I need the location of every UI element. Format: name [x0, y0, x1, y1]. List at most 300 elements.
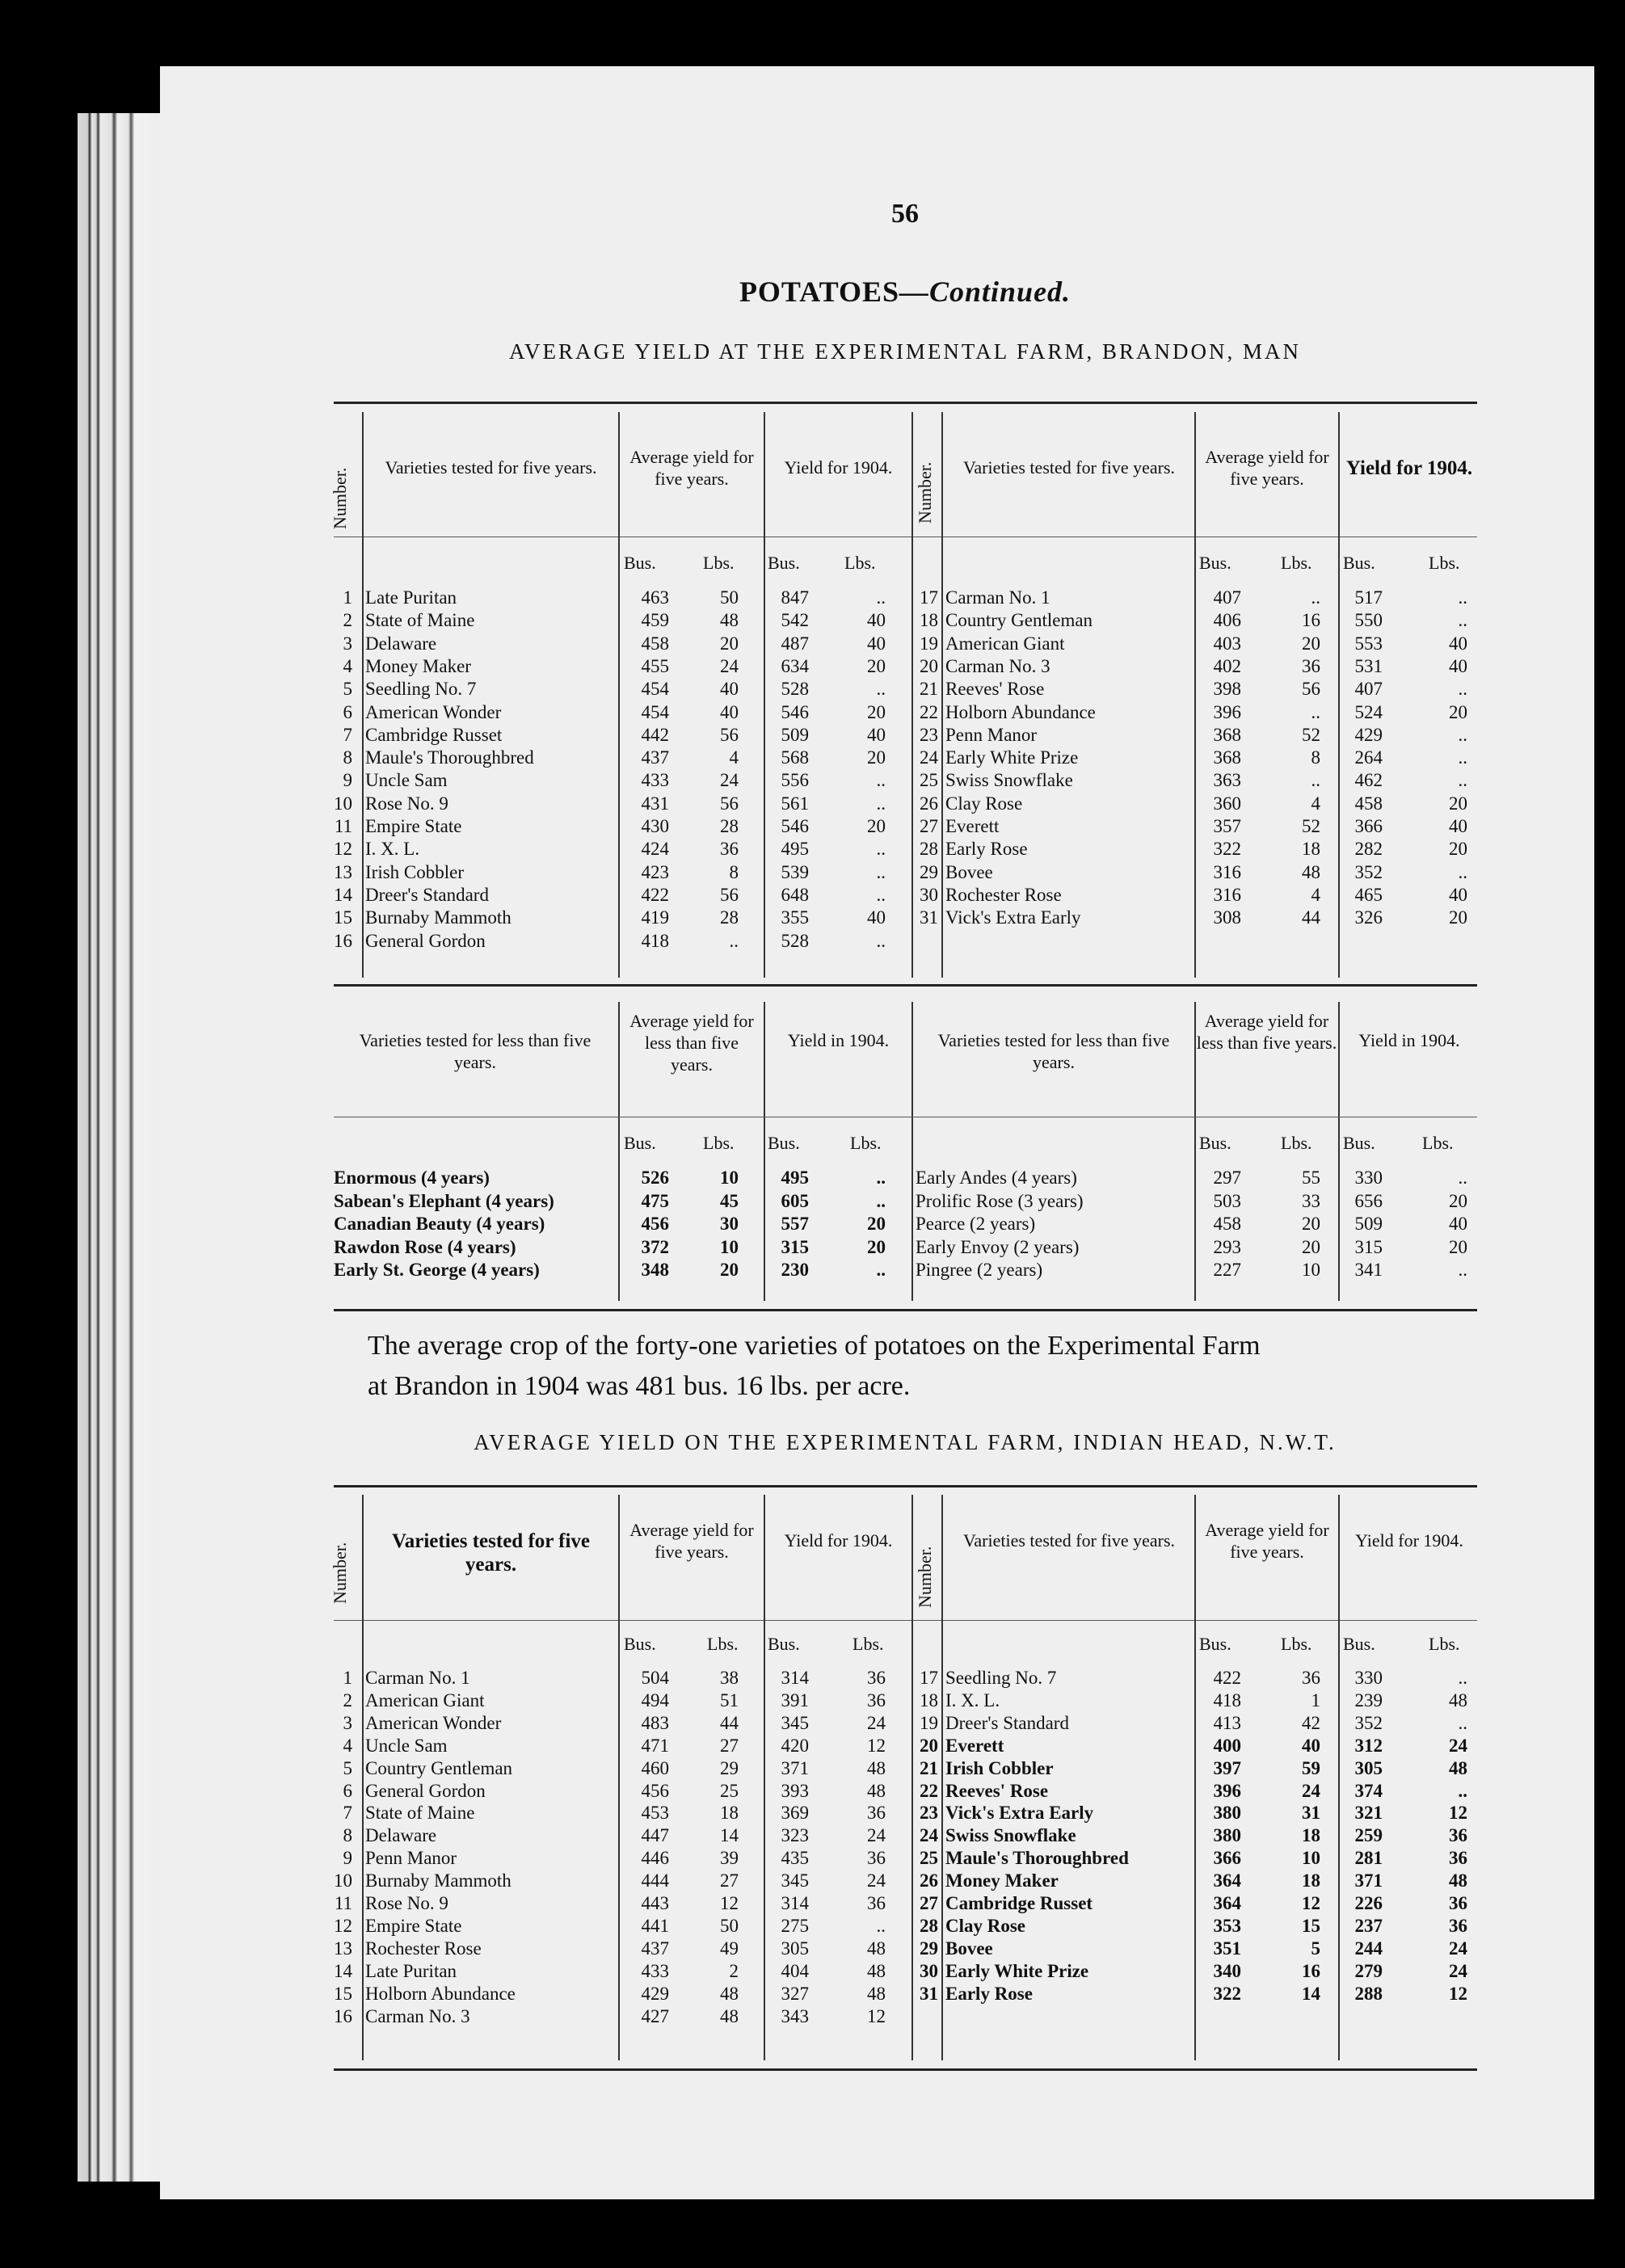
avg-bushels: 460 [641, 1757, 669, 1778]
row-number: 5 [343, 1757, 352, 1778]
unit: Bus. [768, 1133, 800, 1153]
yield-pounds: .. [1458, 610, 1467, 631]
avg-pounds: 44 [720, 1712, 739, 1733]
yield-bushels: 288 [1354, 1983, 1383, 2004]
row-number: 5 [343, 679, 352, 700]
yield-bushels: 393 [781, 1780, 809, 1801]
row-number: 3 [343, 633, 352, 654]
avg-bushels: 424 [641, 839, 669, 860]
row-number: 29 [920, 1938, 938, 1959]
avg-bushels: 433 [641, 1960, 669, 1981]
variety-name: Late Puritan [365, 1960, 457, 1981]
yield-pounds: 36 [1449, 1893, 1467, 1913]
variety-name: Pingree (2 years) [916, 1260, 1043, 1280]
yield-bushels: 429 [1354, 724, 1383, 745]
yield-pounds: 48 [1449, 1870, 1467, 1891]
avg-pounds: 20 [1302, 1214, 1320, 1234]
table-row [0, 1668, 1535, 1688]
variety-name: Enormous (4 years) [334, 1168, 490, 1188]
row-number: 16 [334, 2005, 352, 2026]
t2-yield-header-left: Yield in 1904. [787, 1030, 890, 1050]
variety-name: Early Andes (4 years) [916, 1168, 1077, 1188]
avg-pounds: 30 [720, 1214, 739, 1234]
row-number: 14 [334, 884, 352, 905]
yield-bushels: 556 [781, 770, 809, 791]
yield-bushels: 517 [1354, 587, 1383, 608]
avg-pounds: 20 [720, 1260, 739, 1280]
yield-bushels: 435 [781, 1848, 809, 1869]
yield-pounds: .. [876, 679, 886, 700]
avg-pounds: 52 [1302, 816, 1320, 836]
yield-pounds: .. [876, 770, 886, 791]
variety-name: I. X. L. [945, 1689, 1000, 1710]
row-number: 23 [920, 724, 938, 745]
row-number: 26 [920, 793, 938, 814]
avg-bushels: 458 [641, 633, 669, 654]
yield-bushels: 546 [781, 701, 809, 722]
yield-bushels: 369 [781, 1803, 809, 1824]
row-number: 30 [920, 1960, 938, 1981]
yield-bushels: 539 [781, 861, 809, 882]
t1-varieties-header-right: Varieties tested for five years. [962, 457, 1176, 478]
variety-name: Carman No. 1 [945, 587, 1050, 608]
unit: Lbs. [844, 553, 876, 573]
yield-pounds: .. [876, 930, 886, 951]
yield-bushels: 244 [1354, 1938, 1383, 1959]
variety-name: Dreer's Standard [945, 1712, 1069, 1733]
variety-name: Rochester Rose [365, 1938, 482, 1959]
avg-bushels: 418 [1213, 1689, 1241, 1710]
avg-bushels: 494 [641, 1689, 669, 1710]
table-row [0, 1961, 1535, 1981]
yield-bushels: 528 [781, 679, 809, 700]
paragraph-line-2: at Brandon in 1904 was 481 bus. 16 lbs. per acre. [368, 1371, 911, 1401]
t3-yield-header-left: Yield for 1904. [784, 1530, 893, 1551]
row-number: 24 [920, 1825, 938, 1846]
yield-pounds: 20 [1449, 839, 1467, 860]
table-row [0, 1713, 1535, 1733]
variety-name: General Gordon [365, 1780, 486, 1801]
avg-pounds: 24 [720, 770, 739, 791]
yield-bushels: 407 [1354, 679, 1383, 700]
section-title [323, 275, 1487, 309]
avg-pounds: 18 [1302, 1870, 1320, 1891]
row-number: 29 [920, 861, 938, 882]
table-row [0, 1191, 1535, 1211]
avg-pounds: 2 [729, 1960, 739, 1981]
yield-pounds: 40 [1449, 816, 1467, 836]
avg-pounds: 55 [1302, 1168, 1320, 1188]
yield-bushels: 226 [1354, 1893, 1383, 1913]
yield-pounds: .. [876, 1915, 886, 1936]
variety-name: Maule's Thoroughbred [945, 1848, 1129, 1869]
t1-number-header-right: Number. [915, 461, 935, 524]
yield-pounds: .. [1458, 747, 1467, 768]
avg-pounds: 40 [720, 679, 739, 700]
row-number: 21 [920, 1757, 938, 1778]
avg-bushels: 372 [641, 1236, 669, 1257]
avg-pounds: 28 [720, 816, 739, 836]
yield-pounds: 48 [1449, 1757, 1467, 1778]
avg-pounds: .. [1311, 701, 1320, 722]
table-row [0, 885, 1535, 905]
yield-pounds: 24 [867, 1870, 886, 1891]
avg-pounds: 56 [1302, 679, 1320, 700]
yield-pounds: 36 [1449, 1848, 1467, 1869]
t2-avg-header-right: Average yield for less than five years. [1196, 1011, 1337, 1053]
yield-pounds: 36 [867, 1689, 886, 1710]
unit: Bus. [1199, 1133, 1231, 1153]
row-number: 28 [920, 1915, 938, 1936]
variety-name: Uncle Sam [365, 770, 448, 791]
row-number: 17 [920, 587, 938, 608]
avg-pounds: 40 [720, 701, 739, 722]
yield-bushels: 279 [1354, 1960, 1383, 1981]
yield-pounds: .. [1458, 587, 1467, 608]
table-row [0, 1260, 1535, 1280]
unit: Lbs. [1422, 1133, 1454, 1153]
avg-pounds: 38 [720, 1668, 739, 1688]
avg-bushels: 504 [641, 1668, 669, 1688]
yield-bushels: 314 [781, 1668, 809, 1688]
row-number: 26 [920, 1870, 938, 1891]
yield-pounds: .. [876, 587, 886, 608]
yield-bushels: 568 [781, 747, 809, 768]
avg-pounds: 14 [1302, 1983, 1320, 2004]
avg-pounds: 18 [720, 1803, 739, 1824]
table3-top-rule [334, 1485, 1477, 1487]
unit: Bus. [1343, 1634, 1375, 1654]
variety-name: Holborn Abundance [945, 701, 1096, 722]
yield-bushels: 391 [781, 1689, 809, 1710]
yield-bushels: 327 [781, 1983, 809, 2004]
unit: Lbs. [703, 1133, 735, 1153]
avg-bushels: 316 [1213, 884, 1241, 905]
yield-pounds: 24 [867, 1825, 886, 1846]
avg-pounds: 36 [1302, 655, 1320, 676]
row-number: 28 [920, 839, 938, 860]
yield-pounds: .. [1458, 1668, 1467, 1688]
yield-bushels: 371 [781, 1757, 809, 1778]
unit: Lbs. [1429, 553, 1460, 573]
table-row [0, 679, 1535, 699]
yield-pounds: 40 [867, 907, 886, 928]
yield-bushels: 321 [1354, 1803, 1383, 1824]
variety-name: Rochester Rose [945, 884, 1062, 905]
yield-pounds: 48 [867, 1938, 886, 1959]
table-row [0, 656, 1535, 676]
yield-bushels: 323 [781, 1825, 809, 1846]
avg-bushels: 402 [1213, 655, 1241, 676]
yield-bushels: 509 [1354, 1214, 1383, 1234]
avg-pounds: 10 [720, 1168, 739, 1188]
yield-pounds: .. [876, 861, 886, 882]
avg-pounds: 24 [1302, 1780, 1320, 1801]
yield-bushels: 495 [781, 1168, 809, 1188]
avg-bushels: 454 [641, 679, 669, 700]
yield-bushels: 366 [1354, 816, 1383, 836]
yield-bushels: 462 [1354, 770, 1383, 791]
table-row [0, 702, 1535, 722]
t3-yield-header-right: Yield for 1904. [1355, 1530, 1463, 1551]
avg-bushels: 429 [641, 1983, 669, 2004]
row-number: 11 [334, 1893, 352, 1913]
t1-yield-header-right: Yield for 1904. [1345, 457, 1473, 479]
yield-bushels: 345 [781, 1712, 809, 1733]
row-number: 8 [343, 747, 352, 768]
row-number: 21 [920, 679, 938, 700]
avg-bushels: 368 [1213, 747, 1241, 768]
table1-header-rule [334, 536, 1477, 537]
avg-pounds: 39 [720, 1848, 739, 1869]
variety-name: State of Maine [365, 1803, 475, 1824]
avg-pounds: 56 [720, 724, 739, 745]
avg-pounds: 8 [729, 861, 739, 882]
avg-pounds: 36 [720, 839, 739, 860]
avg-pounds: 52 [1302, 724, 1320, 745]
table-row [0, 747, 1535, 768]
avg-bushels: 433 [641, 770, 669, 791]
variety-name: Empire State [365, 816, 462, 836]
yield-pounds: 40 [1449, 655, 1467, 676]
avg-bushels: 348 [641, 1260, 669, 1280]
row-number: 23 [920, 1803, 938, 1824]
variety-name: Early White Prize [945, 747, 1079, 768]
variety-name: Cambridge Russet [945, 1893, 1093, 1913]
avg-pounds: 4 [1311, 884, 1320, 905]
variety-name: Cambridge Russet [365, 724, 503, 745]
avg-bushels: 419 [641, 907, 669, 928]
row-number: 9 [343, 1848, 352, 1869]
avg-pounds: 50 [720, 587, 739, 608]
row-number: 19 [920, 633, 938, 654]
table-row [0, 793, 1535, 814]
t3-number-header-right: Number. [915, 1546, 935, 1608]
yield-pounds: .. [876, 839, 886, 860]
avg-pounds: 48 [1302, 861, 1320, 882]
table-row [0, 1781, 1535, 1801]
table-row [0, 1758, 1535, 1778]
row-number: 4 [343, 655, 352, 676]
variety-name: Pearce (2 years) [916, 1214, 1036, 1234]
avg-pounds: 49 [720, 1938, 739, 1959]
t1-yield-header-left: Yield for 1904. [784, 457, 893, 478]
unit: Bus. [1199, 553, 1231, 573]
yield-pounds: .. [1458, 1168, 1467, 1188]
avg-bushels: 363 [1213, 770, 1241, 791]
t2-varieties-header-left: Varieties tested for less than five years. [359, 1030, 591, 1072]
yield-bushels: 341 [1354, 1260, 1383, 1280]
avg-bushels: 446 [641, 1848, 669, 1869]
row-number: 8 [343, 1825, 352, 1846]
row-number: 24 [920, 747, 938, 768]
table-row [0, 862, 1535, 882]
row-number: 2 [343, 1689, 352, 1710]
avg-pounds: 44 [1302, 907, 1320, 928]
row-number: 17 [920, 1668, 938, 1688]
row-number: 25 [920, 1848, 938, 1869]
avg-pounds: 36 [1302, 1668, 1320, 1688]
table-row [0, 931, 1535, 951]
yield-bushels: 648 [781, 884, 809, 905]
yield-bushels: 259 [1354, 1825, 1383, 1846]
variety-name: Irish Cobbler [945, 1757, 1054, 1778]
avg-bushels: 444 [641, 1870, 669, 1891]
variety-name: Money Maker [365, 655, 471, 676]
avg-pounds: .. [1311, 770, 1320, 791]
unit: Bus. [1343, 1133, 1375, 1153]
unit: Bus. [1343, 553, 1375, 573]
t3-varieties-header-right: Varieties tested for five years. [962, 1530, 1176, 1551]
yield-bushels: 352 [1354, 1712, 1383, 1733]
yield-bushels: 634 [781, 655, 809, 676]
yield-pounds: 40 [1449, 884, 1467, 905]
t1-number-header-left: Number. [330, 467, 350, 529]
variety-name: Canadian Beauty (4 years) [334, 1214, 545, 1234]
variety-name: Penn Manor [365, 1848, 457, 1869]
row-number: 14 [334, 1960, 352, 1981]
table-row [0, 1870, 1535, 1891]
avg-pounds: 12 [720, 1893, 739, 1913]
avg-pounds: 12 [1302, 1893, 1320, 1913]
yield-bushels: 282 [1354, 839, 1383, 860]
table-row [0, 1984, 1535, 2004]
table-row [0, 633, 1535, 654]
yield-pounds: 36 [867, 1893, 886, 1913]
row-number: 12 [334, 839, 352, 860]
avg-bushels: 227 [1213, 1260, 1241, 1280]
variety-name: Everett [945, 816, 1000, 836]
yield-pounds: 24 [1449, 1735, 1467, 1756]
section-title-continued: —Continued. [899, 276, 1071, 308]
yield-pounds: 12 [867, 1735, 886, 1756]
avg-pounds: 4 [729, 747, 739, 768]
avg-pounds: 20 [720, 633, 739, 654]
avg-pounds: 29 [720, 1757, 739, 1778]
avg-pounds: 18 [1302, 1825, 1320, 1846]
yield-pounds: 24 [1449, 1960, 1467, 1981]
yield-bushels: 352 [1354, 861, 1383, 882]
avg-bushels: 430 [641, 816, 669, 836]
table-row [0, 1736, 1535, 1756]
variety-name: Country Gentleman [945, 610, 1093, 631]
row-number: 7 [343, 724, 352, 745]
row-number: 4 [343, 1735, 352, 1756]
yield-pounds: 48 [867, 1983, 886, 2004]
variety-name: Country Gentleman [365, 1757, 513, 1778]
avg-pounds: 48 [720, 2005, 739, 2026]
avg-pounds: 48 [720, 1983, 739, 2004]
avg-bushels: 403 [1213, 633, 1241, 654]
row-number: 10 [334, 1870, 352, 1891]
variety-name: Early Rose [945, 1983, 1033, 2004]
avg-bushels: 456 [641, 1214, 669, 1234]
yield-bushels: 275 [781, 1915, 809, 1936]
yield-pounds: .. [1458, 770, 1467, 791]
yield-pounds: .. [1458, 1780, 1467, 1801]
avg-bushels: 443 [641, 1893, 669, 1913]
avg-pounds: 8 [1311, 747, 1320, 768]
yield-pounds: 40 [1449, 633, 1467, 654]
avg-pounds: 4 [1311, 793, 1320, 814]
table2-bottom-rule [334, 1309, 1477, 1311]
t2-yield-header-right: Yield in 1904. [1358, 1030, 1460, 1050]
yield-bushels: 487 [781, 633, 809, 654]
variety-name: Vick's Extra Early [945, 1803, 1094, 1824]
avg-bushels: 413 [1213, 1712, 1241, 1733]
yield-bushels: 237 [1354, 1915, 1383, 1936]
row-number: 1 [343, 1668, 352, 1688]
unit: Lbs. [1429, 1634, 1460, 1654]
yield-bushels: 531 [1354, 655, 1383, 676]
unit: Lbs. [1281, 1634, 1312, 1654]
variety-name: Early White Prize [945, 1960, 1089, 1981]
row-number: 9 [343, 770, 352, 791]
avg-bushels: 475 [641, 1190, 669, 1211]
avg-bushels: 422 [1213, 1668, 1241, 1688]
row-number: 18 [920, 1689, 938, 1710]
yield-bushels: 656 [1354, 1190, 1383, 1211]
variety-name: Penn Manor [945, 724, 1038, 745]
variety-name: Carman No. 3 [945, 655, 1050, 676]
table-row [0, 816, 1535, 836]
variety-name: I. X. L. [365, 839, 420, 860]
variety-name: Rose No. 9 [365, 793, 448, 814]
row-number: 19 [920, 1712, 938, 1733]
avg-bushels: 364 [1213, 1893, 1241, 1913]
yield-pounds: 20 [1449, 1236, 1467, 1257]
variety-name: Carman No. 3 [365, 2005, 470, 2026]
variety-name: Delaware [365, 633, 437, 654]
avg-pounds: 56 [720, 793, 739, 814]
avg-bushels: 459 [641, 610, 669, 631]
avg-bushels: 422 [641, 884, 669, 905]
t1-avg-header-left: Average yield for five years. [629, 447, 754, 489]
avg-bushels: 483 [641, 1712, 669, 1733]
avg-bushels: 357 [1213, 816, 1241, 836]
variety-name: Dreer's Standard [365, 884, 489, 905]
unit: Bus. [624, 1133, 656, 1153]
yield-pounds: 12 [867, 2005, 886, 2026]
yield-bushels: 312 [1354, 1735, 1383, 1756]
yield-bushels: 315 [781, 1236, 809, 1257]
variety-name: American Giant [365, 1689, 485, 1710]
avg-pounds: 42 [1302, 1712, 1320, 1733]
avg-bushels: 322 [1213, 839, 1241, 860]
yield-bushels: 343 [781, 2005, 809, 2026]
variety-name: Early St. George (4 years) [334, 1260, 540, 1280]
variety-name: General Gordon [365, 930, 486, 951]
variety-name: Seedling No. 7 [945, 1668, 1057, 1688]
table-row [0, 1803, 1535, 1823]
variety-name: Vick's Extra Early [945, 907, 1081, 928]
row-number: 31 [920, 907, 938, 928]
row-number: 25 [920, 770, 938, 791]
row-number: 15 [334, 1983, 352, 2004]
yield-bushels: 553 [1354, 633, 1383, 654]
avg-bushels: 455 [641, 655, 669, 676]
yield-bushels: 230 [781, 1260, 809, 1280]
t3-avg-header-left: Average yield for five years. [629, 1520, 754, 1562]
avg-bushels: 308 [1213, 907, 1241, 928]
table-row [0, 770, 1535, 790]
unit: Bus. [768, 1634, 800, 1654]
t2-varieties-header-right: Varieties tested for less than five years. [937, 1030, 1170, 1072]
avg-bushels: 293 [1213, 1236, 1241, 1257]
paragraph-line-1: The average crop of the forty-one varieties of potatoes on the Experimental Farm [368, 1331, 1261, 1361]
avg-bushels: 471 [641, 1735, 669, 1756]
avg-bushels: 364 [1213, 1870, 1241, 1891]
